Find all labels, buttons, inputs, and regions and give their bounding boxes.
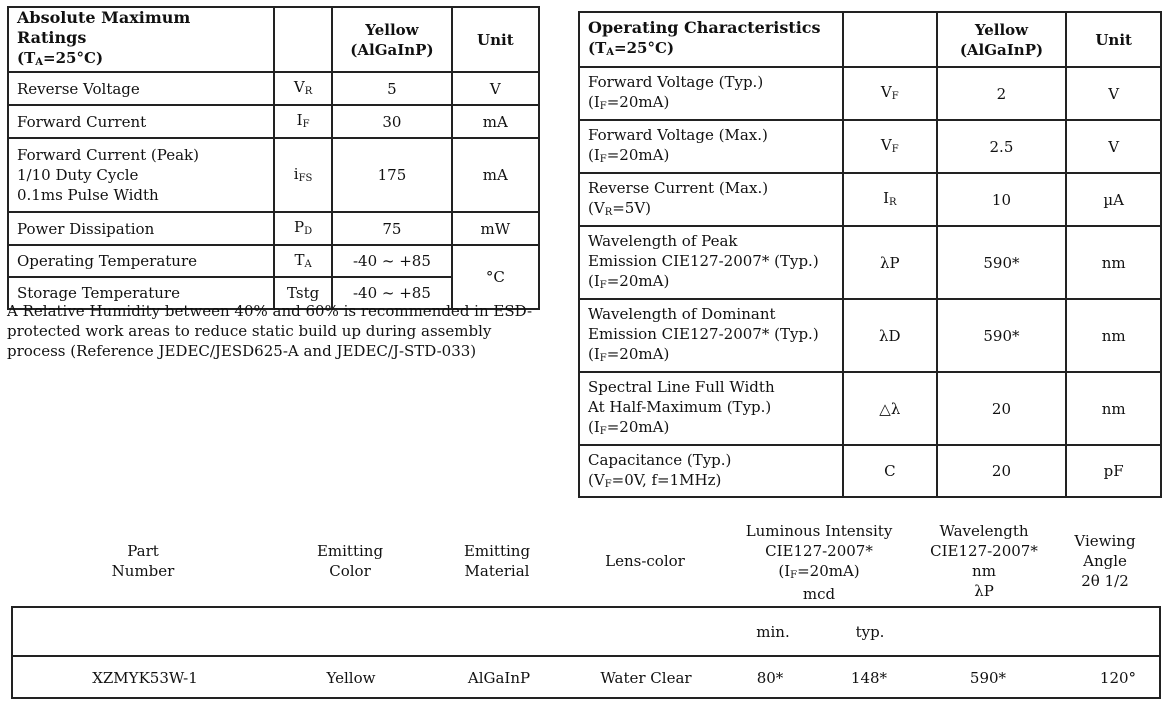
amr-param: Operating Temperature <box>8 245 274 277</box>
intensity-min: 80* <box>756 669 784 687</box>
header-part-number: Part Number <box>111 542 175 580</box>
amr-value: 30 <box>332 105 451 138</box>
amr-symbol: $I_F$ <box>274 105 332 138</box>
header-viewing-angle: Viewing Angle 2θ 1/2 <box>1074 532 1136 590</box>
oc-col-yellow: Yellow <box>974 20 1029 39</box>
amr-symbol: $V_R$ <box>274 72 332 105</box>
table-row <box>579 67 1161 120</box>
operating-characteristics-table <box>578 11 1162 498</box>
amr-symbol: $T_A$ <box>274 245 332 277</box>
sublabel-min: min. <box>756 623 790 641</box>
oc-value: 20 <box>937 372 1067 445</box>
amr-value: 5 <box>332 72 451 105</box>
oc-header-yellow <box>937 12 1067 67</box>
amr-param: Forward Current (Peak) 1/10 Duty Cycle 0.1ms Pulse Width <box>8 138 274 212</box>
amr-unit: mA <box>452 105 539 138</box>
table-row <box>579 120 1161 173</box>
amr-cond-t: T <box>24 49 36 67</box>
part-listing-table <box>11 606 1161 699</box>
amr-symbol: Tstg <box>274 277 332 309</box>
table-row <box>8 105 539 138</box>
oc-param: Wavelength of Peak Emission CIE127-2007* (Typ.) $(I_F=20mA)$ <box>579 226 843 299</box>
table-row <box>579 226 1161 299</box>
amr-title: Absolute Maximum Ratings <box>17 8 191 47</box>
oc-symbol: λP <box>843 226 937 299</box>
amr-param: Forward Current <box>8 105 274 138</box>
amr-value: -40 ~ +85 <box>332 277 451 309</box>
amr-col-unit: Unit <box>452 7 539 72</box>
amr-unit: V <box>452 72 539 105</box>
oc-param: Spectral Line Full Width At Half-Maximum (Typ.) $(I_F=20mA)$ <box>579 372 843 445</box>
amr-condition: $(T_A=25^\circ C)$ <box>17 49 104 68</box>
table-row <box>8 245 539 277</box>
amr-value: -40 ~ +85 <box>332 245 451 277</box>
oc-param: Forward Voltage (Typ.) $(I_F=20mA)$ <box>579 67 843 120</box>
emitting-color: Yellow <box>326 669 376 687</box>
oc-unit: V <box>1066 120 1161 173</box>
oc-unit: V <box>1066 67 1161 120</box>
amr-symbol: $i_{FS}$ <box>274 138 332 212</box>
oc-value: 20 <box>937 445 1067 497</box>
table-row <box>579 299 1161 372</box>
amr-param: Reverse Voltage <box>8 72 274 105</box>
amr-header-title <box>8 7 274 72</box>
row-divider <box>13 655 1159 657</box>
oc-header-title <box>579 12 843 67</box>
table-row <box>8 72 539 105</box>
oc-unit: nm <box>1066 372 1161 445</box>
amr-header-yellow <box>332 7 451 72</box>
oc-symbol: △λ <box>843 372 937 445</box>
amr-param: Storage Temperature <box>8 277 274 309</box>
oc-col-material: (AlGaInP) <box>959 40 1044 59</box>
oc-title: Operating Characteristics <box>588 18 821 37</box>
amr-cond-temp: =25°C <box>43 49 96 67</box>
amr-param: Power Dissipation <box>8 212 274 245</box>
emitting-material: AlGaInP <box>467 669 531 687</box>
oc-value: 590* <box>937 299 1067 372</box>
oc-value: 2.5 <box>937 120 1067 173</box>
oc-value: 2 <box>937 67 1067 120</box>
oc-param: Wavelength of Dominant Emission CIE127-2007* (Typ.) $(I_F=20mA)$ <box>579 299 843 372</box>
oc-value: 10 <box>937 173 1067 226</box>
amr-symbol: $P_D$ <box>274 212 332 245</box>
header-emitting-color: Emitting Color <box>316 542 384 580</box>
table-row <box>579 372 1161 445</box>
amr-value: 175 <box>332 138 451 212</box>
table-row <box>579 173 1161 226</box>
oc-symbol: $V_F$ <box>843 67 937 120</box>
amr-unit: mA <box>452 138 539 212</box>
amr-col-yellow: Yellow <box>365 20 419 39</box>
oc-symbol: $I_R$ <box>843 173 937 226</box>
header-emitting-material: Emitting Material <box>463 542 531 580</box>
lens-color: Water Clear <box>600 669 692 687</box>
amr-col-material: (AlGaInP) <box>350 40 434 59</box>
amr-unit: mW <box>452 212 539 245</box>
oc-value: 590* <box>937 226 1067 299</box>
oc-symbol: $V_F$ <box>843 120 937 173</box>
oc-symbol: C <box>843 445 937 497</box>
oc-unit: pF <box>1066 445 1161 497</box>
oc-unit: nm <box>1066 226 1161 299</box>
viewing-angle-value: 120° <box>1099 669 1137 687</box>
sublabel-typ: typ. <box>855 623 885 641</box>
oc-unit: µA <box>1066 173 1161 226</box>
table-row <box>8 138 539 212</box>
absolute-maximum-ratings-table <box>7 6 540 310</box>
oc-param: Reverse Current (Max.) $(V_R=5V)$ <box>579 173 843 226</box>
oc-col-unit: Unit <box>1066 12 1161 67</box>
intensity-typ: 148* <box>850 669 888 687</box>
humidity-note: A Relative Humidity between 40% and 60% is recommended in ESD-protected work areas to reduce static build up during assembly process (Reference JEDEC/JESD625-A and JEDEC/J-STD-033) <box>7 302 533 360</box>
oc-symbol: λD <box>843 299 937 372</box>
table-row <box>579 445 1161 497</box>
header-wavelength: Wavelength CIE127-2007* nm λP <box>930 522 1038 600</box>
oc-param: Capacitance (Typ.) ($V_F=0V$, f=1MHz) <box>579 445 843 497</box>
amr-cond-sub: A <box>35 57 44 68</box>
oc-condition: $(T_A=25^\circ C)$ <box>588 39 675 58</box>
header-lens-color: Lens-color <box>605 552 685 570</box>
amr-value: 75 <box>332 212 451 245</box>
oc-unit: nm <box>1066 299 1161 372</box>
part-number: XZMYK53W-1 <box>92 669 198 687</box>
amr-unit: °C <box>452 245 539 309</box>
table-row <box>8 212 539 245</box>
header-luminous-intensity: Luminous Intensity CIE127-2007* $(I_F=20mA)$ mcd <box>745 522 893 603</box>
wavelength-value: 590* <box>969 669 1007 687</box>
oc-param: Forward Voltage (Max.) $(I_F=20mA)$ <box>579 120 843 173</box>
